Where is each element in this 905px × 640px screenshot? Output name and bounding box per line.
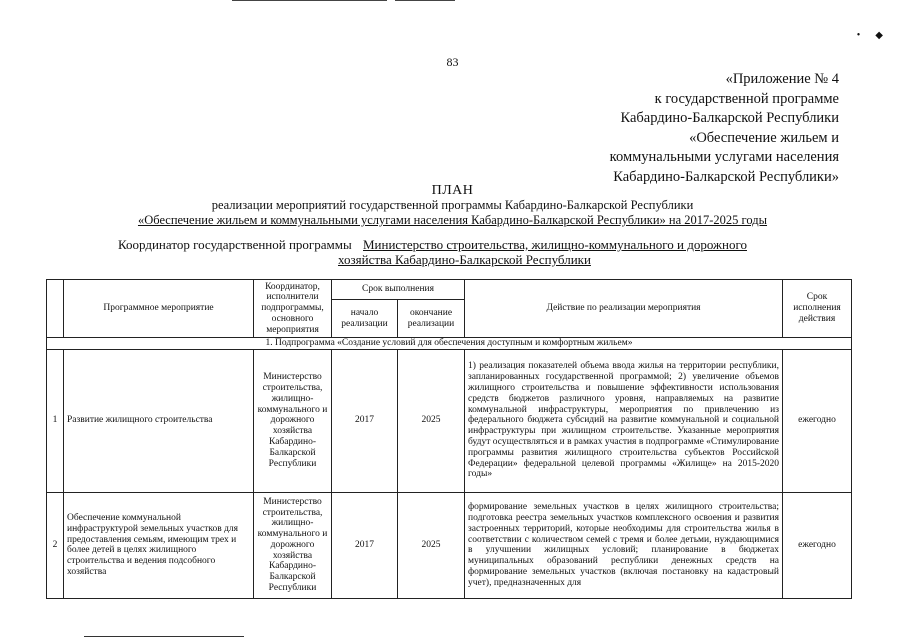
header-action: Действие по реализации мероприятия — [465, 280, 783, 338]
row-validity: ежегодно — [783, 349, 852, 492]
table-row — [47, 349, 852, 492]
coordinator-value: Министерство строительства, жилищно-коммунального и дорожного — [363, 237, 747, 252]
coordinator-value-cont: хозяйства Кабардино-Балкарской Республики — [338, 252, 591, 267]
header-term-group: Срок выполнения — [332, 280, 465, 300]
row-num: 2 — [47, 492, 64, 598]
appendix-line: Кабардино-Балкарской Республики — [620, 110, 839, 126]
appendix-line: «Приложение № 4 — [725, 71, 839, 87]
row-coordinator: Министерство строительства, жилищно-коммунального и дорожного хозяйства Кабардино-Балкарской Республики — [254, 349, 332, 492]
section-title: 1. Подпрограмма «Создание условий для обеспечения доступным и комфортным жильем» — [47, 338, 852, 350]
header-coordinator: Координатор, исполнители подпрограммы, основного мероприятия — [254, 280, 332, 338]
row-start: 2017 — [332, 349, 398, 492]
row-end: 2025 — [398, 492, 465, 598]
row-action: формирование земельных участков в целях жилищного строительства; подготовка реестра земельных участков комплексного освоения и развития застроенных территорий, которые необходимы для строительства жилья в соответствии с количеством семей с тремя и более детьми, нуждающимися в улучшении жилищных условий; планирование в бюджетах муниципальных образований республики денежных средств на формирование земельных участков (включая постановку на кадастровый учет), предназначенных для — [465, 492, 783, 598]
plan-table — [46, 279, 852, 599]
row-end: 2025 — [398, 349, 465, 492]
row-coordinator: Министерство строительства, жилищно-коммунального и дорожного хозяйства Кабардино-Балкарской Республики — [254, 492, 332, 598]
header-measure: Программное мероприятие — [64, 280, 254, 338]
appendix-line: «Обеспечение жильем и — [689, 129, 839, 146]
header-term-start: начало реализации — [332, 300, 398, 338]
footnote-separator — [84, 636, 244, 637]
top-scan-line — [395, 0, 455, 1]
row-action: 1) реализация показателей объема ввода жилья на территории республики, запланированных государственной программой; 2) увеличение объемов жилищного строительства и повышение эффективности использования средств бюджетов различного уровня, направляемых на развитие коммунальной инфраструктуры, мероприятия по привлечению из федерального бюджета субсидий на развитие коммунальной и социальной инфраструктуры при жилищном строительстве. Указанные мероприятия будут осуществляться и в рамках участия в подпрограмме «Стимулирование программы развития жилищного строительства субъектов Российской Федерации» федеральной целевой программы «Жилище» на 2015-2020 годы» — [465, 349, 783, 492]
plan-subtitle-1: реализации мероприятий государственной программы Кабардино-Балкарской Республики — [211, 198, 694, 212]
appendix-line: коммунальными услугами населения — [609, 149, 839, 165]
plan-subtitle-2: «Обеспечение жильем и коммунальными услугами населения Кабардино-Балкарской Республики» на 2017-2025 годы — [137, 213, 768, 227]
row-validity: ежегодно — [783, 492, 852, 598]
appendix-line: Кабардино-Балкарской Республики» — [613, 168, 839, 185]
row-measure: Обеспечение коммунальной инфраструктурой земельных участков для предоставления семьям, имеющим трех и более детей в целях жилищного строительства и ведения подсобного хозяйства — [64, 492, 254, 598]
page-number: 83 — [446, 55, 459, 69]
appendix-header — [610, 70, 839, 187]
row-measure: Развитие жилищного строительства — [64, 349, 254, 492]
header-term-end: окончание реализации — [398, 300, 465, 338]
row-num: 1 — [47, 349, 64, 492]
table-row — [47, 492, 852, 598]
header-validity: Срок исполнения действия — [783, 280, 852, 338]
appendix-line: к государственной программе — [654, 90, 839, 107]
row-start: 2017 — [332, 492, 398, 598]
coordinator-label: Координатор государственной программы — [118, 237, 352, 252]
header-num — [47, 280, 64, 338]
scan-marks: • ◆ — [856, 30, 883, 41]
top-scan-line — [232, 0, 387, 1]
plan-title: ПЛАН — [431, 183, 474, 198]
